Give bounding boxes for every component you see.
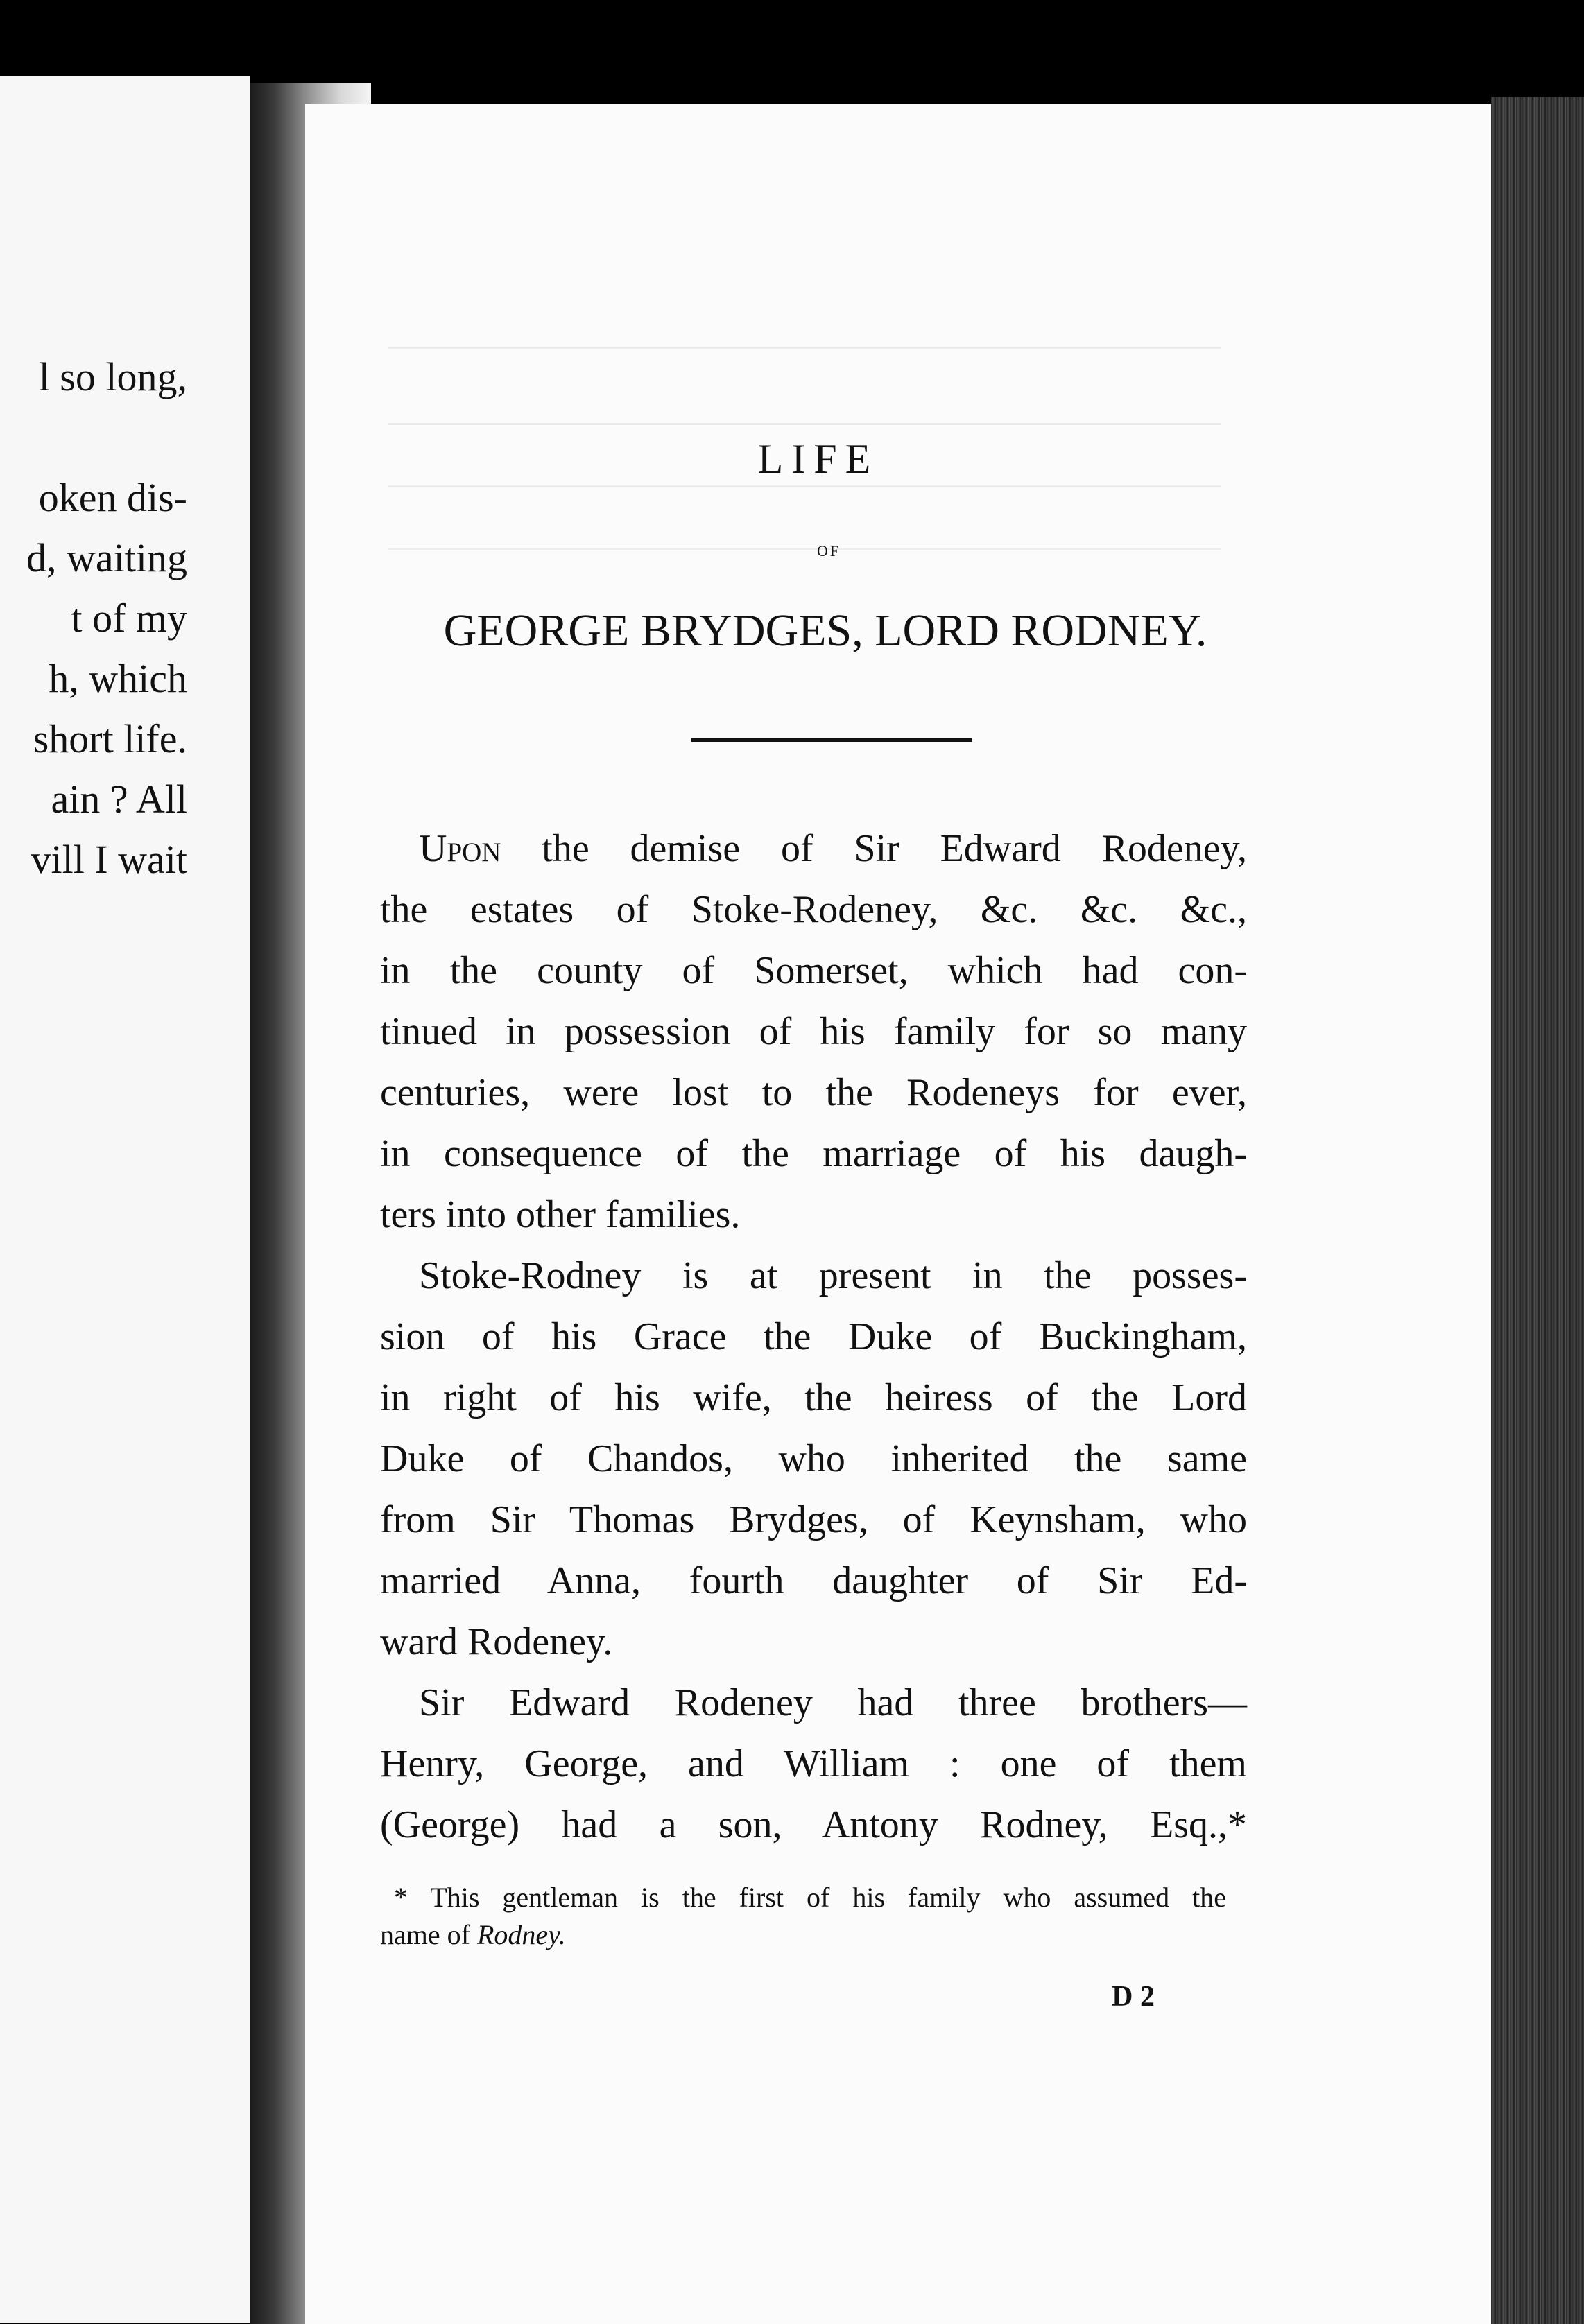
- facing-page-line: l so long,: [38, 354, 187, 399]
- paragraph-line: Sir Edward Rodeney had three brothers—: [419, 1681, 1247, 1724]
- paragraph-line: the estates of Stoke-Rodeney, &c. &c. &c.,: [380, 888, 1247, 931]
- signature-mark: D 2: [1112, 1981, 1155, 2013]
- facing-page-line: t of my: [71, 596, 187, 641]
- paragraph-line: centuries, were lost to the Rodeneys for ever,: [380, 1071, 1247, 1114]
- paragraph-line: in the county of Somerset, which had con-: [380, 949, 1247, 992]
- paragraph-line: Stoke-Rodney is at present in the posses-: [419, 1254, 1247, 1297]
- facing-page-line: ain ? All: [51, 777, 187, 822]
- paragraph-line: in right of his wife, the heiress of the Lord: [380, 1376, 1247, 1419]
- paragraph-line: tinued in possession of his family for so many: [380, 1010, 1247, 1053]
- paragraph-line: ters into other families.: [380, 1193, 741, 1236]
- facing-page-line: h, which: [49, 656, 187, 701]
- paragraph-line: Henry, George, and William : one of them: [380, 1742, 1247, 1785]
- paragraph-line: sion of his Grace the Duke of Buckingham,: [380, 1315, 1247, 1358]
- heading-life: LIFE: [757, 436, 879, 482]
- show-through-line: [388, 485, 1221, 487]
- heading-rule: [691, 738, 972, 742]
- footnote-line: [380, 1916, 1226, 1954]
- body-text: [380, 818, 1247, 1855]
- show-through-line: [388, 423, 1221, 425]
- show-through-line: [388, 347, 1221, 349]
- footnote-italic: Rodney.: [476, 1919, 566, 1950]
- heading-of: OF: [816, 542, 841, 560]
- facing-page-line: oken dis-: [38, 475, 187, 520]
- paragraph-line: from Sir Thomas Brydges, of Keynsham, who: [380, 1498, 1247, 1541]
- heading-name: GEORGE BRYDGES, LORD RODNEY.: [443, 605, 1207, 656]
- paragraph-line: in consequence of the marriage of his daugh-: [380, 1132, 1247, 1175]
- facing-page-text: [0, 347, 187, 890]
- facing-page-line: short life.: [33, 716, 187, 761]
- paragraph-line: Duke of Chandos, who inherited the same: [380, 1437, 1247, 1480]
- paragraph-line: [380, 818, 1247, 879]
- paragraph-line: married Anna, fourth daughter of Sir Ed-: [380, 1559, 1247, 1602]
- footnote-text: name of: [380, 1919, 477, 1950]
- paragraph-line: (George) had a son, Antony Rodney, Esq.,*: [380, 1803, 1247, 1846]
- facing-page-line: vill I wait: [31, 837, 187, 882]
- footnote-line: * This gentleman is the first of his family who assumed the: [394, 1882, 1226, 1913]
- footnote: [380, 1879, 1226, 1954]
- facing-page-line: [0, 407, 187, 467]
- facing-page-line: d, waiting: [26, 535, 187, 580]
- line-text: the demise of Sir Edward Rodeney,: [501, 827, 1247, 870]
- page-edges: [1491, 97, 1584, 2324]
- drop-lead-word: Upon: [419, 827, 501, 870]
- paragraph-line: ward Rodeney.: [380, 1620, 613, 1663]
